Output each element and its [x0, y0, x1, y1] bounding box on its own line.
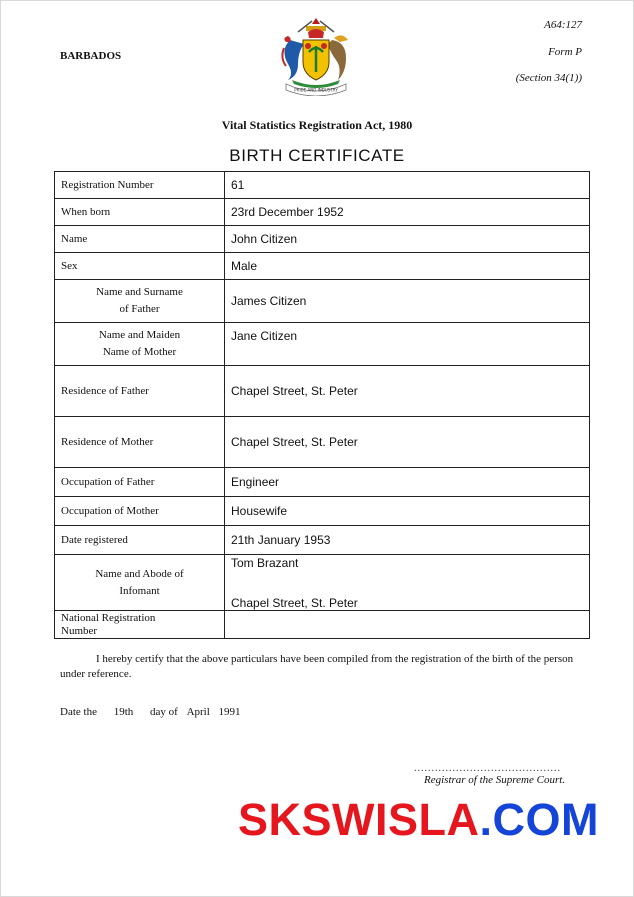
label-line: Infomant [119, 584, 160, 597]
row-label [55, 611, 225, 639]
form-section: (Section 34(1)) [515, 72, 582, 84]
table-row [55, 611, 590, 639]
mother-occupation-value: Housewife [225, 497, 590, 526]
date-month: April [186, 706, 210, 718]
watermark [238, 794, 599, 846]
certification-text: I hereby certify that the above particulars have been compiled from the registration of the birth of the person under reference. [60, 653, 574, 680]
table-row [55, 497, 590, 526]
country-name: BARBADOS [60, 50, 122, 62]
form-name: Form P [548, 45, 582, 58]
form-meta [516, 12, 582, 92]
table-row [55, 172, 590, 199]
row-label [55, 280, 225, 323]
registrar-title: Registrar of the Supreme Court. [424, 774, 566, 786]
name-value: John Citizen [225, 226, 590, 253]
table-row [55, 366, 590, 417]
informant-value [225, 555, 590, 611]
table-row [55, 468, 590, 497]
father-occupation-value: Engineer [225, 468, 590, 497]
table-row [55, 555, 590, 611]
row-label: Date registered [55, 526, 225, 555]
coat-motto: PRIDE AND INDUSTRY [294, 87, 338, 93]
date-registered-value: 21th January 1953 [225, 526, 590, 555]
row-label: Residence of Mother [55, 417, 225, 468]
father-residence-value: Chapel Street, St. Peter [225, 366, 590, 417]
table-row [55, 526, 590, 555]
watermark-part1: SKSWISLA [238, 794, 480, 845]
table-row [55, 226, 590, 253]
signature-line: .......................................... [414, 763, 561, 774]
row-label: Occupation of Father [55, 468, 225, 497]
father-name-value: James Citizen [225, 280, 590, 323]
national-registration-value [225, 611, 590, 639]
sex-value: Male [225, 253, 590, 280]
table-row [55, 417, 590, 468]
label-line: Name of Mother [102, 346, 177, 358]
label-line: Number [61, 625, 98, 637]
date-day: 19th [113, 706, 134, 718]
coat-of-arms-icon [276, 18, 356, 96]
informant-abode: Chapel Street, St. Peter [231, 596, 358, 610]
date-line [60, 706, 241, 718]
row-label [55, 555, 225, 611]
row-label: Occupation of Mother [55, 497, 225, 526]
form-code: A64:127 [544, 19, 582, 31]
registration-number-value: 61 [225, 172, 590, 199]
row-label: When born [55, 199, 225, 226]
row-label: Residence of Father [55, 366, 225, 417]
mother-name-value: Jane Citizen [225, 323, 590, 366]
row-label: Name [55, 226, 225, 253]
when-born-value: 23rd December 1952 [225, 199, 590, 226]
row-label: Sex [55, 253, 225, 280]
date-prefix: Date the [60, 706, 97, 718]
date-middle: day of [150, 706, 178, 718]
mother-residence-value: Chapel Street, St. Peter [225, 417, 590, 468]
row-label [55, 323, 225, 366]
date-year: 1991 [218, 706, 241, 718]
table-row [55, 323, 590, 366]
label-line: of Father [119, 303, 160, 315]
label-line: Name and Maiden [98, 329, 181, 341]
watermark-part2: .COM [479, 794, 600, 845]
label-line: National Registration [61, 612, 156, 624]
certificate-title: BIRTH CERTIFICATE [229, 146, 405, 165]
row-label: Registration Number [55, 172, 225, 199]
label-line: Name and Surname [96, 286, 183, 298]
table-row [55, 280, 590, 323]
registration-table [54, 171, 590, 639]
table-row [55, 199, 590, 226]
table-row [55, 253, 590, 280]
informant-name: Tom Brazant [231, 556, 299, 570]
act-title: Vital Statistics Registration Act, 1980 [221, 118, 413, 132]
label-line: Name and Abode of [95, 567, 184, 580]
